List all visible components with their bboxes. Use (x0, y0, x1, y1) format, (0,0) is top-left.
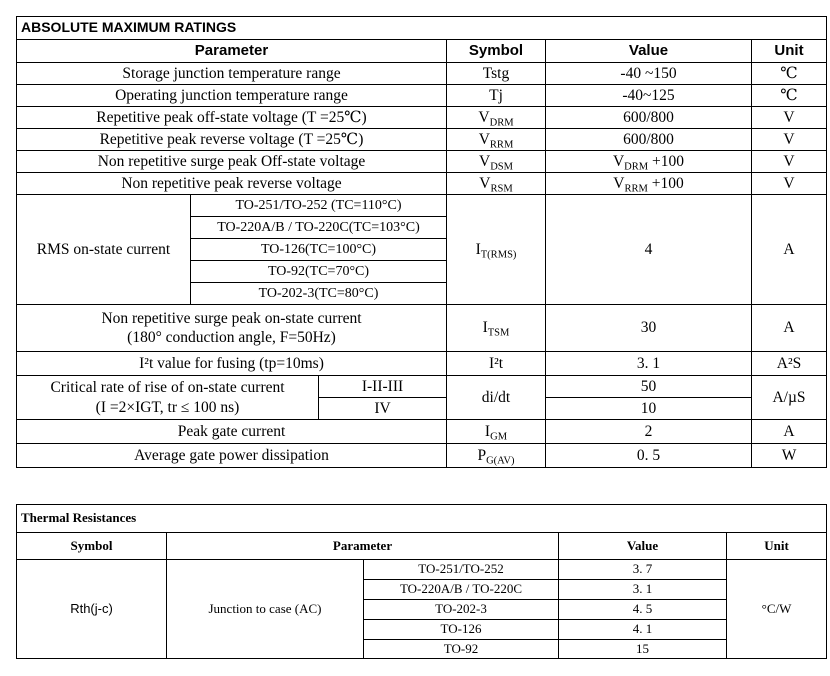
symbol-subscript: G(AV) (486, 455, 515, 467)
symbol-main: V (478, 130, 490, 148)
unit-cell: V (752, 151, 827, 173)
thermal-resistances-table (16, 504, 827, 659)
unit-cell: °C/W (727, 560, 827, 659)
value-cell: -40~125 (546, 85, 752, 107)
symbol-cell (447, 444, 546, 468)
unit-cell: A/µS (752, 376, 827, 420)
symbol-cell (447, 151, 546, 173)
param-line-2: (I =2×IGT, tr ≤ 100 ns) (95, 398, 240, 416)
symbol-main: V (478, 152, 491, 170)
unit-cell: ℃ (752, 63, 827, 85)
symbol-cell (447, 107, 546, 129)
package-cell: TO-220A/B / TO-220C (364, 580, 559, 600)
symbol-subscript: DSM (490, 161, 514, 173)
unit-cell: V (752, 129, 827, 151)
unit-cell: W (752, 444, 827, 468)
symbol-subscript: GM (490, 431, 508, 443)
package-cell: TO-202-3 (364, 600, 559, 620)
header-value: Value (559, 533, 727, 560)
table-row (17, 444, 827, 468)
symbol-main: V (478, 108, 490, 126)
header-value: Value (546, 40, 752, 63)
value-subscript: DRM (624, 161, 649, 173)
table-row (17, 107, 827, 129)
param-cell: Operating junction temperature range (17, 85, 447, 107)
unit-cell: A²S (752, 352, 827, 376)
package-cell: TO-126(TC=100°C) (191, 239, 447, 261)
symbol-main: I (475, 240, 481, 258)
param-cell (17, 305, 447, 352)
table-row (17, 352, 827, 376)
symbol-main: I (484, 422, 491, 440)
header-unit: Unit (752, 40, 827, 63)
symbol-cell (447, 420, 546, 444)
value-cell: 600/800 (546, 107, 752, 129)
header-unit: Unit (727, 533, 827, 560)
package-cell: TO-92(TC=70°C) (191, 261, 447, 283)
value-cell: 50 (546, 376, 752, 398)
value-cell: 3. 7 (559, 560, 727, 580)
symbol-cell (447, 195, 546, 305)
symbol-cell: Tj (447, 85, 546, 107)
header-symbol: Symbol (17, 533, 167, 560)
value-tail: +100 (647, 174, 684, 192)
value-cell: 10 (546, 398, 752, 420)
value-main: V (612, 152, 625, 170)
param-cell: Non repetitive surge peak Off-state voltage (17, 151, 447, 173)
quadrant-cell: I-II-III (319, 376, 447, 398)
param-line-2: (180° conduction angle, F=50Hz) (127, 329, 336, 346)
symbol-subscript: DRM (489, 117, 514, 129)
table-row (17, 560, 827, 580)
table-title: ABSOLUTE MAXIMUM RATINGS (17, 17, 827, 40)
value-tail: +100 (648, 152, 685, 170)
thermal-param-cell: Junction to case (AC) (167, 560, 364, 659)
unit-cell: V (752, 173, 827, 195)
rms-param-cell: RMS on-state current (17, 195, 191, 305)
value-cell (546, 151, 752, 173)
table-row (17, 151, 827, 173)
table-row (17, 129, 827, 151)
table-row (17, 305, 827, 352)
symbol-main: V (479, 174, 491, 192)
table-row (17, 376, 827, 398)
unit-cell: A (752, 195, 827, 305)
value-cell: 3. 1 (546, 352, 752, 376)
table-title: Thermal Resistances (17, 505, 827, 533)
param-line-1: Critical rate of rise of on-state current (50, 379, 285, 397)
symbol-subscript: T(RMS) (480, 249, 517, 261)
table-row (17, 173, 827, 195)
thermal-symbol-cell: Rth(j-c) (17, 560, 167, 659)
symbol-subscript: RSM (490, 183, 513, 195)
param-cell: I²t value for fusing (tp=10ms) (17, 352, 447, 376)
table-row (17, 63, 827, 85)
symbol-subscript: RRM (489, 139, 514, 151)
package-cell: TO-202-3(TC=80°C) (191, 283, 447, 305)
unit-cell: A (752, 420, 827, 444)
symbol-main: P (477, 446, 487, 464)
param-cell: Average gate power dissipation (17, 444, 447, 468)
value-main: V (613, 174, 625, 192)
table-row (17, 195, 827, 217)
value-cell: 4. 5 (559, 600, 727, 620)
table-row (17, 420, 827, 444)
header-parameter: Parameter (17, 40, 447, 63)
value-cell: 4. 1 (559, 620, 727, 640)
package-cell: TO-251/TO-252 (364, 560, 559, 580)
value-subscript: RRM (624, 183, 648, 195)
value-cell: 3. 1 (559, 580, 727, 600)
param-cell (17, 376, 319, 420)
symbol-main: I (482, 319, 488, 337)
unit-cell: A (752, 305, 827, 352)
symbol-cell: Tstg (447, 63, 546, 85)
value-cell: 15 (559, 640, 727, 659)
absolute-maximum-ratings-table (16, 16, 827, 468)
quadrant-cell: IV (319, 398, 447, 420)
param-line-1: Non repetitive surge peak on-state current (101, 309, 362, 327)
value-cell: -40 ~150 (546, 63, 752, 85)
unit-cell: V (752, 107, 827, 129)
package-cell: TO-92 (364, 640, 559, 659)
param-cell: Non repetitive peak reverse voltage (17, 173, 447, 195)
header-parameter: Parameter (167, 533, 559, 560)
param-cell: Peak gate current (17, 420, 447, 444)
symbol-subscript: TSM (487, 328, 510, 340)
symbol-cell (447, 129, 546, 151)
param-cell: Storage junction temperature range (17, 63, 447, 85)
table-row (17, 85, 827, 107)
value-cell: 30 (546, 305, 752, 352)
value-cell (546, 173, 752, 195)
header-symbol: Symbol (447, 40, 546, 63)
param-cell: Repetitive peak reverse voltage (T =25℃) (17, 129, 447, 151)
param-cell: Repetitive peak off-state voltage (T =25℃) (17, 107, 447, 129)
symbol-cell (447, 305, 546, 352)
symbol-cell: di/dt (447, 376, 546, 420)
package-cell: TO-126 (364, 620, 559, 640)
value-cell: 600/800 (546, 129, 752, 151)
value-cell: 4 (546, 195, 752, 305)
symbol-cell: I²t (447, 352, 546, 376)
package-cell: TO-220A/B / TO-220C(TC=103°C) (191, 217, 447, 239)
symbol-cell (447, 173, 546, 195)
value-cell: 2 (546, 420, 752, 444)
unit-cell: ℃ (752, 85, 827, 107)
package-cell: TO-251/TO-252 (TC=110°C) (191, 195, 447, 217)
value-cell: 0. 5 (546, 444, 752, 468)
